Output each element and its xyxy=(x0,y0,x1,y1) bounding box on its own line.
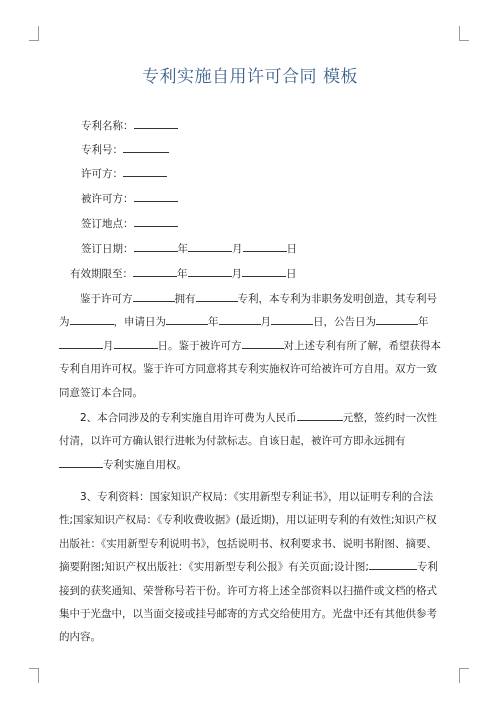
year-unit: 年 xyxy=(177,243,188,255)
validity-year-blank[interactable] xyxy=(133,265,177,277)
day-unit: 日 xyxy=(286,243,297,255)
p1-text-7: 对上述专利有所了解，希望获得本专利自用许可权。鉴于许可方同意将其专利实施权许可给被许可方自用。双方一致同意签订本合同。 xyxy=(59,339,441,399)
p3-blank[interactable] xyxy=(369,558,417,570)
patent-no-blank[interactable] xyxy=(123,141,169,153)
p3-text-1: 3、专利资料：国家知识产权局：《实用新型专利证书》，用以证明专利的合法性;国家知识产权局：《专利收费收据》(最近期)，用以证明专利的有效性;知识产权出版社：《实用新型专利说明书》，包括说明书、权利要求书、说明书附图、摘要、摘要附图;知识产权出版社：《实用新型专利公报》有关页面;设计图; xyxy=(59,491,437,574)
p1-patent-blank[interactable] xyxy=(196,290,238,302)
validity-field xyxy=(70,265,297,281)
month-unit: 月 xyxy=(232,243,243,255)
validity-label: 有效期限至： xyxy=(70,268,133,280)
p1-text-1: 鉴于许可方 xyxy=(80,293,133,305)
year-unit: 年 xyxy=(177,268,188,280)
document-title: 专利实施自用许可合同 模板 xyxy=(142,67,358,87)
p1-licensor-blank[interactable] xyxy=(133,290,175,302)
paragraph-2 xyxy=(59,407,445,477)
p2-text-1: 2、本合同涉及的专利实施自用许可费为人民币 xyxy=(80,412,297,424)
p1-text-2: 拥有 xyxy=(174,293,196,305)
licensee-label: 被许可方： xyxy=(81,193,134,205)
sign-day-blank[interactable] xyxy=(243,240,287,252)
p1-licensee-blank[interactable] xyxy=(242,337,284,349)
patent-name-blank[interactable] xyxy=(134,117,178,129)
p2-text-3: 专利实施自用权。 xyxy=(103,458,187,471)
licensor-field xyxy=(81,165,167,181)
crop-mark-top-right xyxy=(459,26,469,41)
sign-date-label: 签订日期： xyxy=(81,243,134,255)
p1-apply-month-blank[interactable] xyxy=(219,313,261,325)
p1-pub-day-blank[interactable] xyxy=(114,337,158,349)
crop-mark-top-left xyxy=(29,26,39,41)
year-unit: 年 xyxy=(208,316,219,329)
p1-apply-year-blank[interactable] xyxy=(166,313,208,325)
month-unit: 月 xyxy=(231,268,242,280)
licensor-label: 许可方： xyxy=(81,168,123,180)
p1-text-6: 。鉴于被许可方 xyxy=(168,339,242,352)
year-unit: 年 xyxy=(418,316,429,329)
day-unit: 日 xyxy=(157,339,168,352)
p1-apply-day-blank[interactable] xyxy=(271,313,313,325)
crop-mark-bottom-left xyxy=(29,668,39,683)
day-unit: 日 xyxy=(313,316,324,329)
p2-patent-blank[interactable] xyxy=(59,456,103,468)
sign-month-blank[interactable] xyxy=(188,240,232,252)
p1-pub-month-blank[interactable] xyxy=(59,337,103,349)
patent-name-field xyxy=(81,117,178,133)
sign-date-field xyxy=(81,240,297,256)
p2-text-2: 元整，签约时一次性付清，以许可方确认银行进帐为付款标志。自该日起，被许可方即永远拥有 xyxy=(59,412,438,448)
paragraph-3 xyxy=(59,486,445,650)
licensor-blank[interactable] xyxy=(123,165,167,177)
month-unit: 月 xyxy=(260,316,271,329)
sign-year-blank[interactable] xyxy=(134,240,178,252)
sign-place-field xyxy=(81,215,178,231)
sign-place-label: 签订地点： xyxy=(81,218,134,230)
licensee-field xyxy=(81,190,178,206)
patent-no-label: 专利号： xyxy=(81,144,123,156)
p2-fee-blank[interactable] xyxy=(297,409,343,421)
sign-place-blank[interactable] xyxy=(134,215,178,227)
licensee-blank[interactable] xyxy=(134,190,178,202)
p3-text-2: 专利接到的获奖通知、荣誉称号若干份。许可方将上述全部资料以扫描件或文档的格式集中于光盘中，以当面交接或挂号邮寄的方式交给使用方。光盘中还有其他供参考的内容。 xyxy=(59,561,438,644)
crop-mark-bottom-right xyxy=(459,668,469,683)
paragraph-1 xyxy=(59,288,445,405)
patent-name-label: 专利名称： xyxy=(81,120,134,132)
p1-text-5: ，公告日为 xyxy=(323,316,376,329)
p1-text-4: ，申请日为 xyxy=(113,316,166,329)
patent-no-field xyxy=(81,141,169,157)
month-unit: 月 xyxy=(103,339,114,352)
p1-patent-no-blank[interactable] xyxy=(70,313,114,325)
validity-month-blank[interactable] xyxy=(188,265,232,277)
p1-pub-year-blank[interactable] xyxy=(376,313,418,325)
validity-day-blank[interactable] xyxy=(242,265,286,277)
day-unit: 日 xyxy=(286,268,297,280)
p1-text-3: 专利，本专利为非职务发明创造，其专利号为 xyxy=(59,293,437,329)
